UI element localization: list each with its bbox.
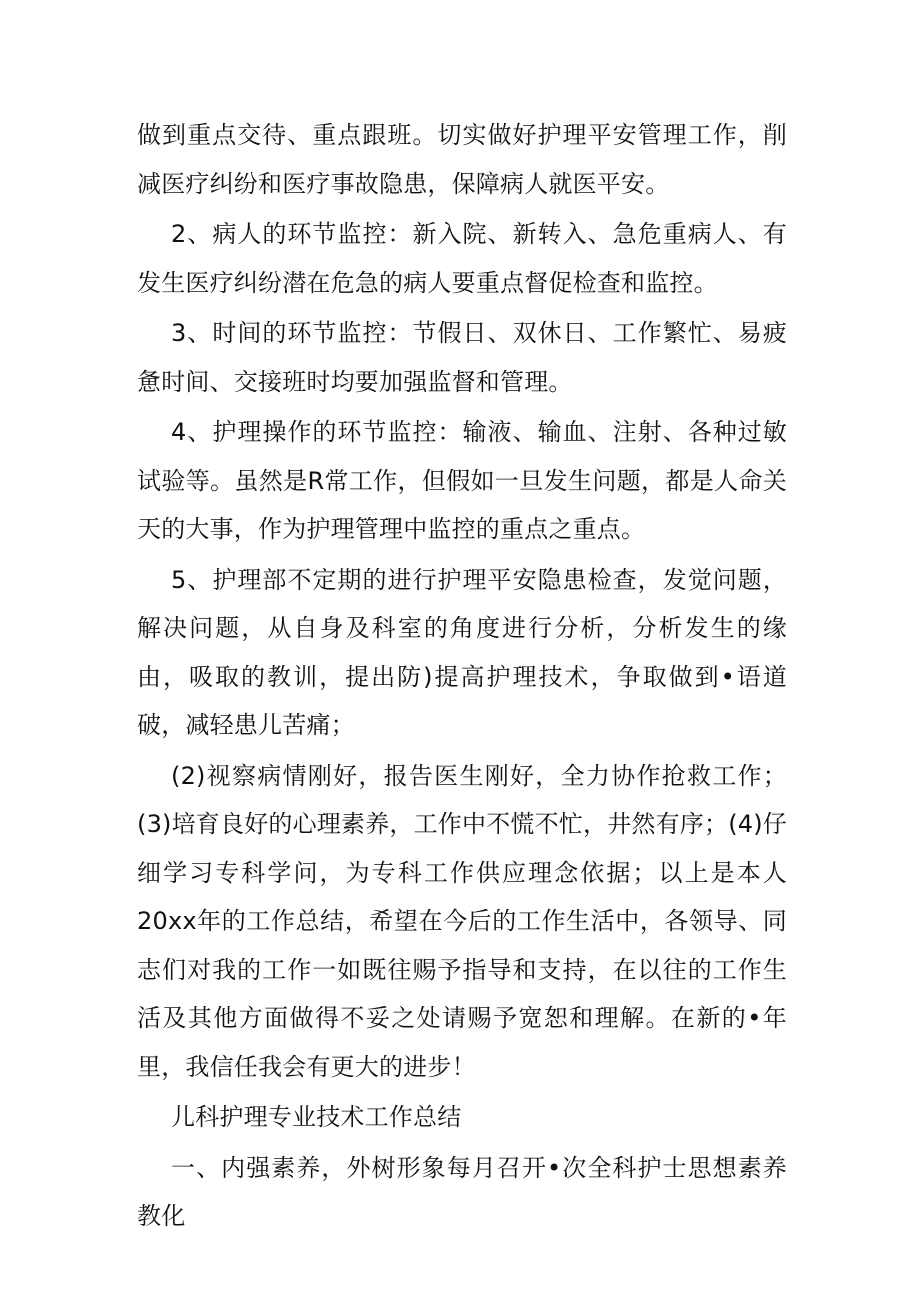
paragraph-item-2: 2、病人的环节监控：新入院、新转入、急危重病人、有发生医疗纠纷潜在危急的病人要重点督促检查和监控。	[137, 220, 787, 297]
paragraph-section-one: 一、内强素养，外树形象每月召开•次全科护士思想素养教化	[137, 1153, 787, 1230]
paragraph-item-3: 3、时间的环节监控：节假日、双休日、工作繁忙、易疲惫时间、交接班时均要加强监督和管理。	[137, 319, 787, 396]
paragraph-item-5: 5、护理部不定期的进行护理平安隐患检查，发觉问题，解决问题，从自身及科室的角度进行分析，分析发生的缘由，吸取的教训，提出防)提高护理技术，争取做到•语道破，减轻患儿苦痛；	[137, 565, 787, 739]
paragraph-summary: (2)视察病情刚好，报告医生刚好，全力协作抢救工作；(3)培育良好的心理素养，工作中不慌不忙，井然有序；(4)仔细学习专科学问，为专科工作供应理念依据；以上是本人20xx年的工作总结，希望在今后的工作生活中，各领导、同志们对我的工作一如既往赐予指导和支持，在以往的工作生活及其他方面做得不妥之处请赐予宽恕和理解。在新的•年里，我信任我会有更大的进步！	[137, 761, 787, 1081]
document-body	[137, 111, 787, 1241]
paragraph-item-4: 4、护理操作的环节监控：输液、输血、注射、各种过敏试验等。虽然是R常工作，但假如一旦发生问题，都是人命关天的大事，作为护理管理中监控的重点之重点。	[137, 418, 787, 543]
section-heading: 儿科护理专业技术工作总结	[171, 1103, 462, 1131]
paragraph-continuation: 做到重点交待、重点跟班。切实做好护理平安管理工作，削减医疗纠纷和医疗事故隐患，保障病人就医平安。	[137, 121, 787, 198]
